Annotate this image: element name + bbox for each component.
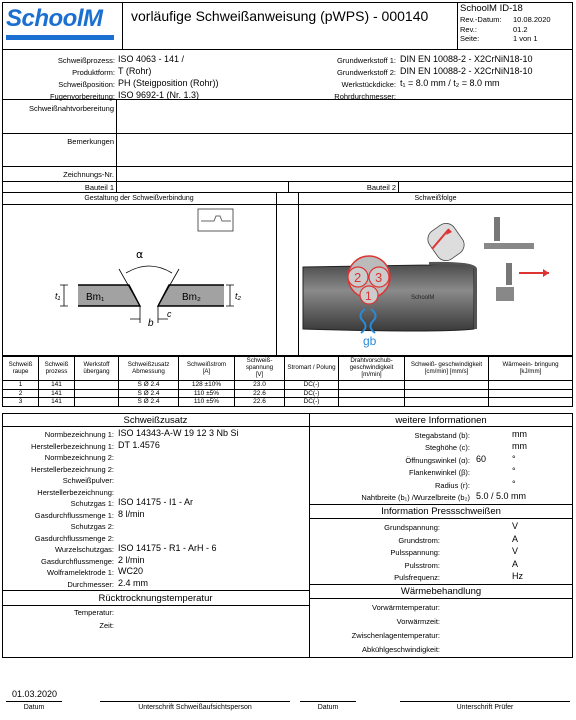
signature-label: Datum bbox=[23, 704, 45, 711]
column-header: Schweißstrom [A] bbox=[179, 357, 235, 381]
column-header: Schweißzusatz Abmessung bbox=[119, 357, 179, 381]
field-label: Zwischenlagentemperatur: bbox=[351, 631, 440, 641]
signature-line bbox=[300, 701, 356, 702]
bm1-label: Bm₁ bbox=[86, 292, 105, 303]
field-label: Schweißpulver: bbox=[62, 476, 114, 485]
signature-label: Unterschrift Schweißaufsichtsperson bbox=[138, 704, 252, 711]
unit-label: V bbox=[512, 546, 519, 557]
meta-row: Rev.-Datum: 10.08.2020 bbox=[460, 15, 551, 24]
filler-field-value: WC20 bbox=[118, 566, 144, 576]
field-label: Normbezeichnung 1: bbox=[44, 430, 114, 439]
weld-parameters-table bbox=[2, 356, 573, 407]
filler-field-value: 2.4 mm bbox=[118, 577, 149, 588]
divider bbox=[2, 166, 573, 167]
divider bbox=[398, 182, 399, 193]
heat-treatment-title: Wärmebehandlung bbox=[400, 586, 482, 598]
redrying-title: Rücktrocknungstemperatur bbox=[98, 593, 213, 604]
field-label: Temperatur: bbox=[73, 608, 114, 617]
column-header: Stromart / Polung bbox=[285, 357, 339, 381]
divider bbox=[309, 426, 573, 427]
b-label: b bbox=[148, 318, 154, 329]
further-info-value: 60 bbox=[476, 453, 487, 464]
filler-title: Schweißzusatz bbox=[123, 415, 188, 426]
field-label: Rohrdurchmesser: bbox=[334, 92, 396, 101]
divider bbox=[457, 2, 458, 50]
meta-row: Rev.: 01.2 bbox=[460, 24, 528, 34]
filler-field-value: DT 1.4576 bbox=[118, 439, 160, 450]
meta-row: Seite: 1 von 1 bbox=[460, 34, 538, 43]
field-label: Öffnungswinkel (α): bbox=[405, 455, 470, 465]
sequence-sketch-1 bbox=[424, 219, 468, 264]
document-id: SchoolM ID-18 bbox=[460, 3, 523, 14]
divider bbox=[2, 426, 309, 427]
field-label: Bemerkungen bbox=[67, 137, 114, 146]
divider bbox=[276, 193, 277, 356]
joint-design-title: Gestaltung der Schweißverbindung bbox=[84, 195, 194, 202]
field-label: Vorwärmzeit: bbox=[396, 617, 440, 627]
field-label: Gasdurchflussmenge 2: bbox=[34, 533, 114, 543]
joint-preparation-value: ISO 9692-1 (Nr. 1.3) bbox=[118, 90, 200, 100]
table-row: 1 141 S Ø 2.4 128 ±10% 23.0 DC(-) bbox=[3, 381, 573, 390]
brand-mark: SchoolM bbox=[411, 295, 435, 301]
field-label: Vorwärmtemperatur: bbox=[372, 603, 440, 613]
field-label: Gasdurchflussmenge 1: bbox=[34, 510, 114, 520]
divider bbox=[309, 584, 573, 585]
field-label: Pulsspannung: bbox=[390, 548, 440, 558]
base-material-1-value: DIN EN 10088-2 - X2CrNiN18-10 bbox=[400, 54, 533, 64]
divider bbox=[309, 504, 573, 505]
workpiece-thickness-value: t₁ = 8.0 mm / t₂ = 8.0 mm bbox=[400, 78, 500, 88]
table-header-row bbox=[3, 357, 573, 381]
field-label: Grundspannung: bbox=[384, 523, 440, 533]
column-header: Schweiß prozess bbox=[39, 357, 75, 381]
field-label: Fugenvorbereitung: bbox=[49, 92, 115, 101]
divider bbox=[288, 182, 289, 193]
field-label: Schweißprozess: bbox=[57, 56, 115, 65]
field-label: Normbezeichnung 2: bbox=[44, 453, 114, 462]
field-label: Herstellerbezeichnung: bbox=[37, 487, 114, 497]
unit-label: ° bbox=[512, 478, 516, 489]
field-label: Durchmesser: bbox=[67, 579, 114, 589]
field-label: Pulsstrom: bbox=[404, 560, 440, 570]
divider bbox=[122, 2, 123, 50]
field-label: Zeichnungs-Nr. bbox=[63, 170, 114, 179]
further-info-title: weitere Informationen bbox=[395, 415, 487, 426]
field-label: Gasdurchflussmenge: bbox=[41, 556, 114, 566]
signature-line bbox=[400, 701, 570, 702]
column-header: Werkstoff übergang bbox=[75, 357, 119, 381]
divider bbox=[309, 518, 573, 519]
sequence-number-2: 2 bbox=[354, 270, 362, 285]
sequence-number-3: 3 bbox=[375, 270, 383, 285]
unit-label: ° bbox=[512, 453, 516, 464]
field-label: Schweißposition: bbox=[58, 80, 115, 89]
field-label: Herstellerbezeichnung 2: bbox=[31, 464, 114, 474]
field-label: Radius (r): bbox=[434, 480, 470, 490]
field-label: Bauteil 2 bbox=[366, 183, 396, 192]
signature-label: Datum bbox=[317, 704, 339, 711]
schoolm-logo bbox=[2, 3, 118, 45]
filler-field-value: 8 l/min bbox=[118, 508, 145, 519]
unit-label: mm bbox=[512, 441, 527, 452]
field-label: Produktform: bbox=[72, 68, 115, 77]
column-header: Schweiß- spannung [V] bbox=[235, 357, 285, 381]
filler-field-value: ISO 14175 - R1 - ArH - 6 bbox=[118, 543, 217, 553]
base-material-2-value: DIN EN 10088-2 - X2CrNiN18-10 bbox=[400, 66, 533, 76]
welding-process-value: ISO 4063 - 141 / bbox=[118, 54, 185, 64]
weld-sequence-title: Schweißfolge bbox=[414, 195, 457, 202]
t1-label: t₁ bbox=[55, 291, 61, 301]
t2-label: t₂ bbox=[235, 291, 241, 301]
field-label: Wolframelektrode 1: bbox=[47, 568, 114, 577]
divider bbox=[116, 100, 117, 182]
divider bbox=[309, 598, 573, 599]
field-label: Nahtbreite (b₁) /Wurzelbreite (b₂) bbox=[361, 493, 470, 502]
table-row: 2 141 S Ø 2.4 110 ±5% 22.6 DC(-) bbox=[3, 389, 573, 398]
bm2-label: Bm₂ bbox=[182, 292, 201, 303]
field-label: Grundwerkstoff 1: bbox=[336, 56, 396, 65]
column-header: Drahtvorschub- geschwindigkeit [m/min] bbox=[339, 357, 405, 381]
unit-label: V bbox=[512, 521, 519, 532]
column-header: Wärmeein- bringung [kJ/mm] bbox=[489, 357, 573, 381]
signature-date-value: 01.03.2020 bbox=[12, 689, 58, 699]
product-form-value: T (Rohr) bbox=[118, 66, 152, 76]
sequence-sketch-2 bbox=[484, 217, 549, 301]
angle-arc bbox=[126, 266, 172, 273]
logo-text: SchoolM bbox=[6, 5, 103, 32]
field-label: Schweißnahtvorbereitung bbox=[28, 104, 114, 113]
press-welding-title: Information Pressschweißen bbox=[381, 506, 501, 518]
field-label: Werkstückdicke: bbox=[341, 80, 396, 89]
field-label: Grundstrom: bbox=[398, 535, 440, 545]
document-title: vorläufige Schweißanweisung (pWPS) - 000140 bbox=[131, 8, 429, 24]
field-label: Steghöhe (c): bbox=[424, 443, 470, 453]
sequence-number-1: 1 bbox=[365, 289, 372, 303]
unit-label: mm bbox=[512, 429, 527, 439]
weld-sequence-diagram bbox=[299, 205, 572, 355]
filler-field-value: ISO 14175 - I1 - Ar bbox=[118, 497, 194, 507]
column-header: Schweiß- geschwindigkeit [cm/min] [mm/s] bbox=[405, 357, 489, 381]
field-label: Abkühlgeschwindigkeit: bbox=[362, 645, 440, 655]
revision-block bbox=[460, 3, 570, 44]
field-label: Bauteil 1 bbox=[84, 183, 114, 192]
gb-label: gb bbox=[363, 334, 377, 348]
divider bbox=[2, 605, 309, 606]
field-label: Flankenwinkel (β): bbox=[409, 468, 470, 478]
unit-label: Hz bbox=[512, 571, 523, 581]
field-label: Herstellerbezeichnung 1: bbox=[31, 441, 114, 451]
further-info-value: 5.0 / 5.0 mm bbox=[476, 491, 527, 501]
filler-field-value: ISO 14343-A-W 19 12 3 Nb Si bbox=[118, 428, 239, 438]
alpha-label: α bbox=[136, 248, 144, 261]
divider bbox=[2, 133, 573, 134]
unit-label: ° bbox=[512, 466, 516, 477]
field-label: Schutzgas 2: bbox=[70, 522, 114, 531]
field-label: Schutzgas 1: bbox=[70, 499, 114, 508]
joint-thumbnail bbox=[198, 209, 233, 231]
divider bbox=[116, 182, 117, 193]
signature-line bbox=[6, 701, 62, 702]
joint-diagram bbox=[2, 205, 276, 355]
field-label: Pulsfrequenz: bbox=[394, 573, 440, 582]
filler-field-value: 2 l/min bbox=[118, 554, 145, 565]
table-row: 3 141 S Ø 2.4 110 ±5% 22.6 DC(-) bbox=[3, 398, 573, 407]
field-label: Wurzelschutzgas: bbox=[54, 545, 114, 554]
field-label: Grundwerkstoff 2: bbox=[336, 68, 396, 77]
field-label: Stegabstand (b): bbox=[414, 431, 470, 440]
signature-label: Unterschrift Prüfer bbox=[456, 704, 514, 711]
logo-underline bbox=[6, 35, 114, 40]
signature-line bbox=[100, 701, 290, 702]
field-label: Zeit: bbox=[99, 621, 114, 630]
unit-label: A bbox=[512, 558, 519, 569]
divider bbox=[2, 590, 309, 591]
c-label: c bbox=[167, 309, 172, 319]
welding-position-value: PH (Steigposition (Rohr)) bbox=[118, 78, 219, 88]
column-header: Schweiß raupe bbox=[3, 357, 39, 381]
unit-label: A bbox=[512, 533, 519, 544]
